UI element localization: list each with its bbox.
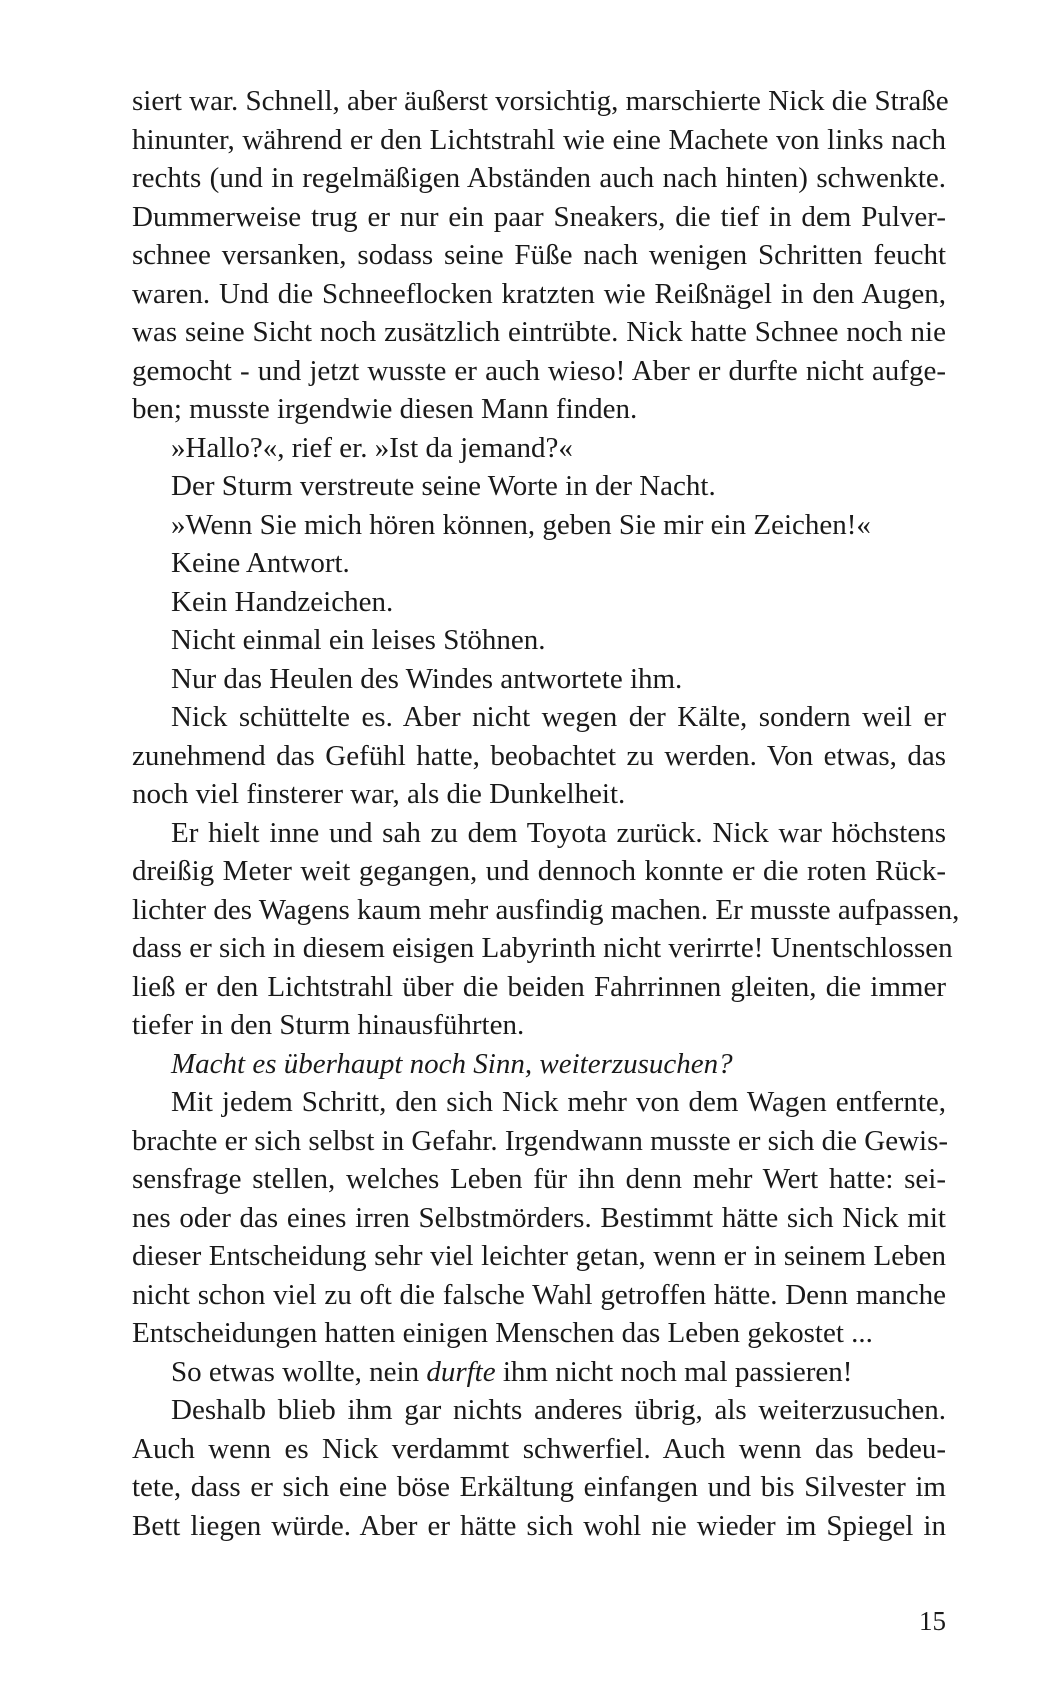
text-line: ließ er den Lichtstrahl über die beiden Fahrrinnen gleiten, die immer: [132, 970, 946, 1003]
page-number: 15: [919, 1606, 946, 1636]
text-line: Macht es überhaupt noch Sinn, weiterzusuchen?: [171, 1047, 733, 1080]
text-line: zunehmend das Gefühl hatte, beobachtet zu werden. Von etwas, das: [132, 739, 946, 772]
text-line: Nicht einmal ein leises Stöhnen.: [171, 624, 546, 656]
text-line: Auch wenn es Nick verdammt schwerfiel. Auch wenn das bedeu-: [132, 1432, 946, 1465]
text-line: Nur das Heulen des Windes antwortete ihm.: [171, 662, 683, 695]
text-line: Entscheidungen hatten einigen Menschen das Leben gekostet ...: [132, 1317, 873, 1349]
text-line: schnee versanken, sodass seine Füße nach wenigen Schritten feucht: [132, 239, 946, 271]
text-line: Deshalb blieb ihm gar nichts anderes übrig, als weiterzusuchen.: [171, 1394, 946, 1426]
text-line: [132, 1353, 946, 1392]
text-line: Dummerweise trug er nur ein paar Sneakers, die tief in dem Pulver-: [132, 200, 946, 233]
text-line: Der Sturm verstreute seine Worte in der Nacht.: [171, 470, 716, 502]
emphasis-text: durfte: [426, 1355, 496, 1388]
text-line: waren. Und die Schneeflocken kratzten wie Reißnägel in den Augen,: [132, 277, 946, 310]
text-line: lichter des Wagens kaum mehr ausfindig machen. Er musste aufpassen,: [132, 893, 960, 926]
text-line: Keine Antwort.: [171, 547, 350, 579]
text-line: »Hallo?«, rief er. »Ist da jemand?«: [171, 431, 573, 464]
text-line: »Wenn Sie mich hören können, geben Sie mir ein Zeichen!«: [171, 508, 871, 541]
text-line: nes oder das eines irren Selbstmörders. Bestimmt hätte sich Nick mit: [132, 1201, 946, 1234]
text-line: hinunter, während er den Lichtstrahl wie eine Machete von links nach: [132, 123, 946, 156]
text-line: Er hielt inne und sah zu dem Toyota zurück. Nick war höchstens: [171, 816, 946, 849]
text-line: dieser Entscheidung sehr viel leichter getan, wenn er in seinem Leben: [132, 1240, 946, 1272]
text-line: sensfrage stellen, welches Leben für ihn denn mehr Wert hatte: sei-: [132, 1163, 946, 1195]
text-segment: ihm nicht noch mal passieren!: [495, 1355, 853, 1388]
text-line: tete, dass er sich eine böse Erkältung einfangen und bis Silvester im: [132, 1471, 946, 1503]
text-line: nicht schon viel zu oft die falsche Wahl getroffen hätte. Denn manche: [132, 1278, 946, 1311]
text-line: Bett liegen würde. Aber er hätte sich wohl nie wieder im Spiegel in: [132, 1509, 946, 1542]
text-line: was seine Sicht noch zusätzlich eintrübte. Nick hatte Schnee noch nie: [132, 316, 946, 348]
text-line: gemocht - und jetzt wusste er auch wieso! Aber er durfte nicht aufge-: [132, 354, 946, 387]
text-line: Mit jedem Schritt, den sich Nick mehr von dem Wagen entfernte,: [171, 1086, 946, 1118]
text-line: dass er sich in diesem eisigen Labyrinth nicht verirrte! Unentschlossen: [132, 932, 953, 964]
text-line: noch viel finsterer war, als die Dunkelheit.: [132, 778, 626, 810]
text-line: rechts (und in regelmäßigen Abständen auch nach hinten) schwenkte.: [132, 162, 946, 194]
text-line: Nick schüttelte es. Aber nicht wegen der Kälte, sondern weil er: [171, 701, 946, 733]
text-line: dreißig Meter weit gegangen, und dennoch konnte er die roten Rück-: [132, 855, 946, 887]
body-text: [132, 82, 960, 1545]
text-segment: So etwas wollte, nein: [171, 1355, 427, 1388]
text-line: Kein Handzeichen.: [171, 585, 394, 618]
text-line: brachte er sich selbst in Gefahr. Irgendwann musste er sich die Gewis-: [132, 1124, 949, 1157]
text-line: ben; musste irgendwie diesen Mann finden.: [132, 393, 638, 425]
text-line: tiefer in den Sturm hinausführten.: [132, 1009, 525, 1041]
text-line: siert war. Schnell, aber äußerst vorsichtig, marschierte Nick die Straße: [132, 85, 949, 117]
